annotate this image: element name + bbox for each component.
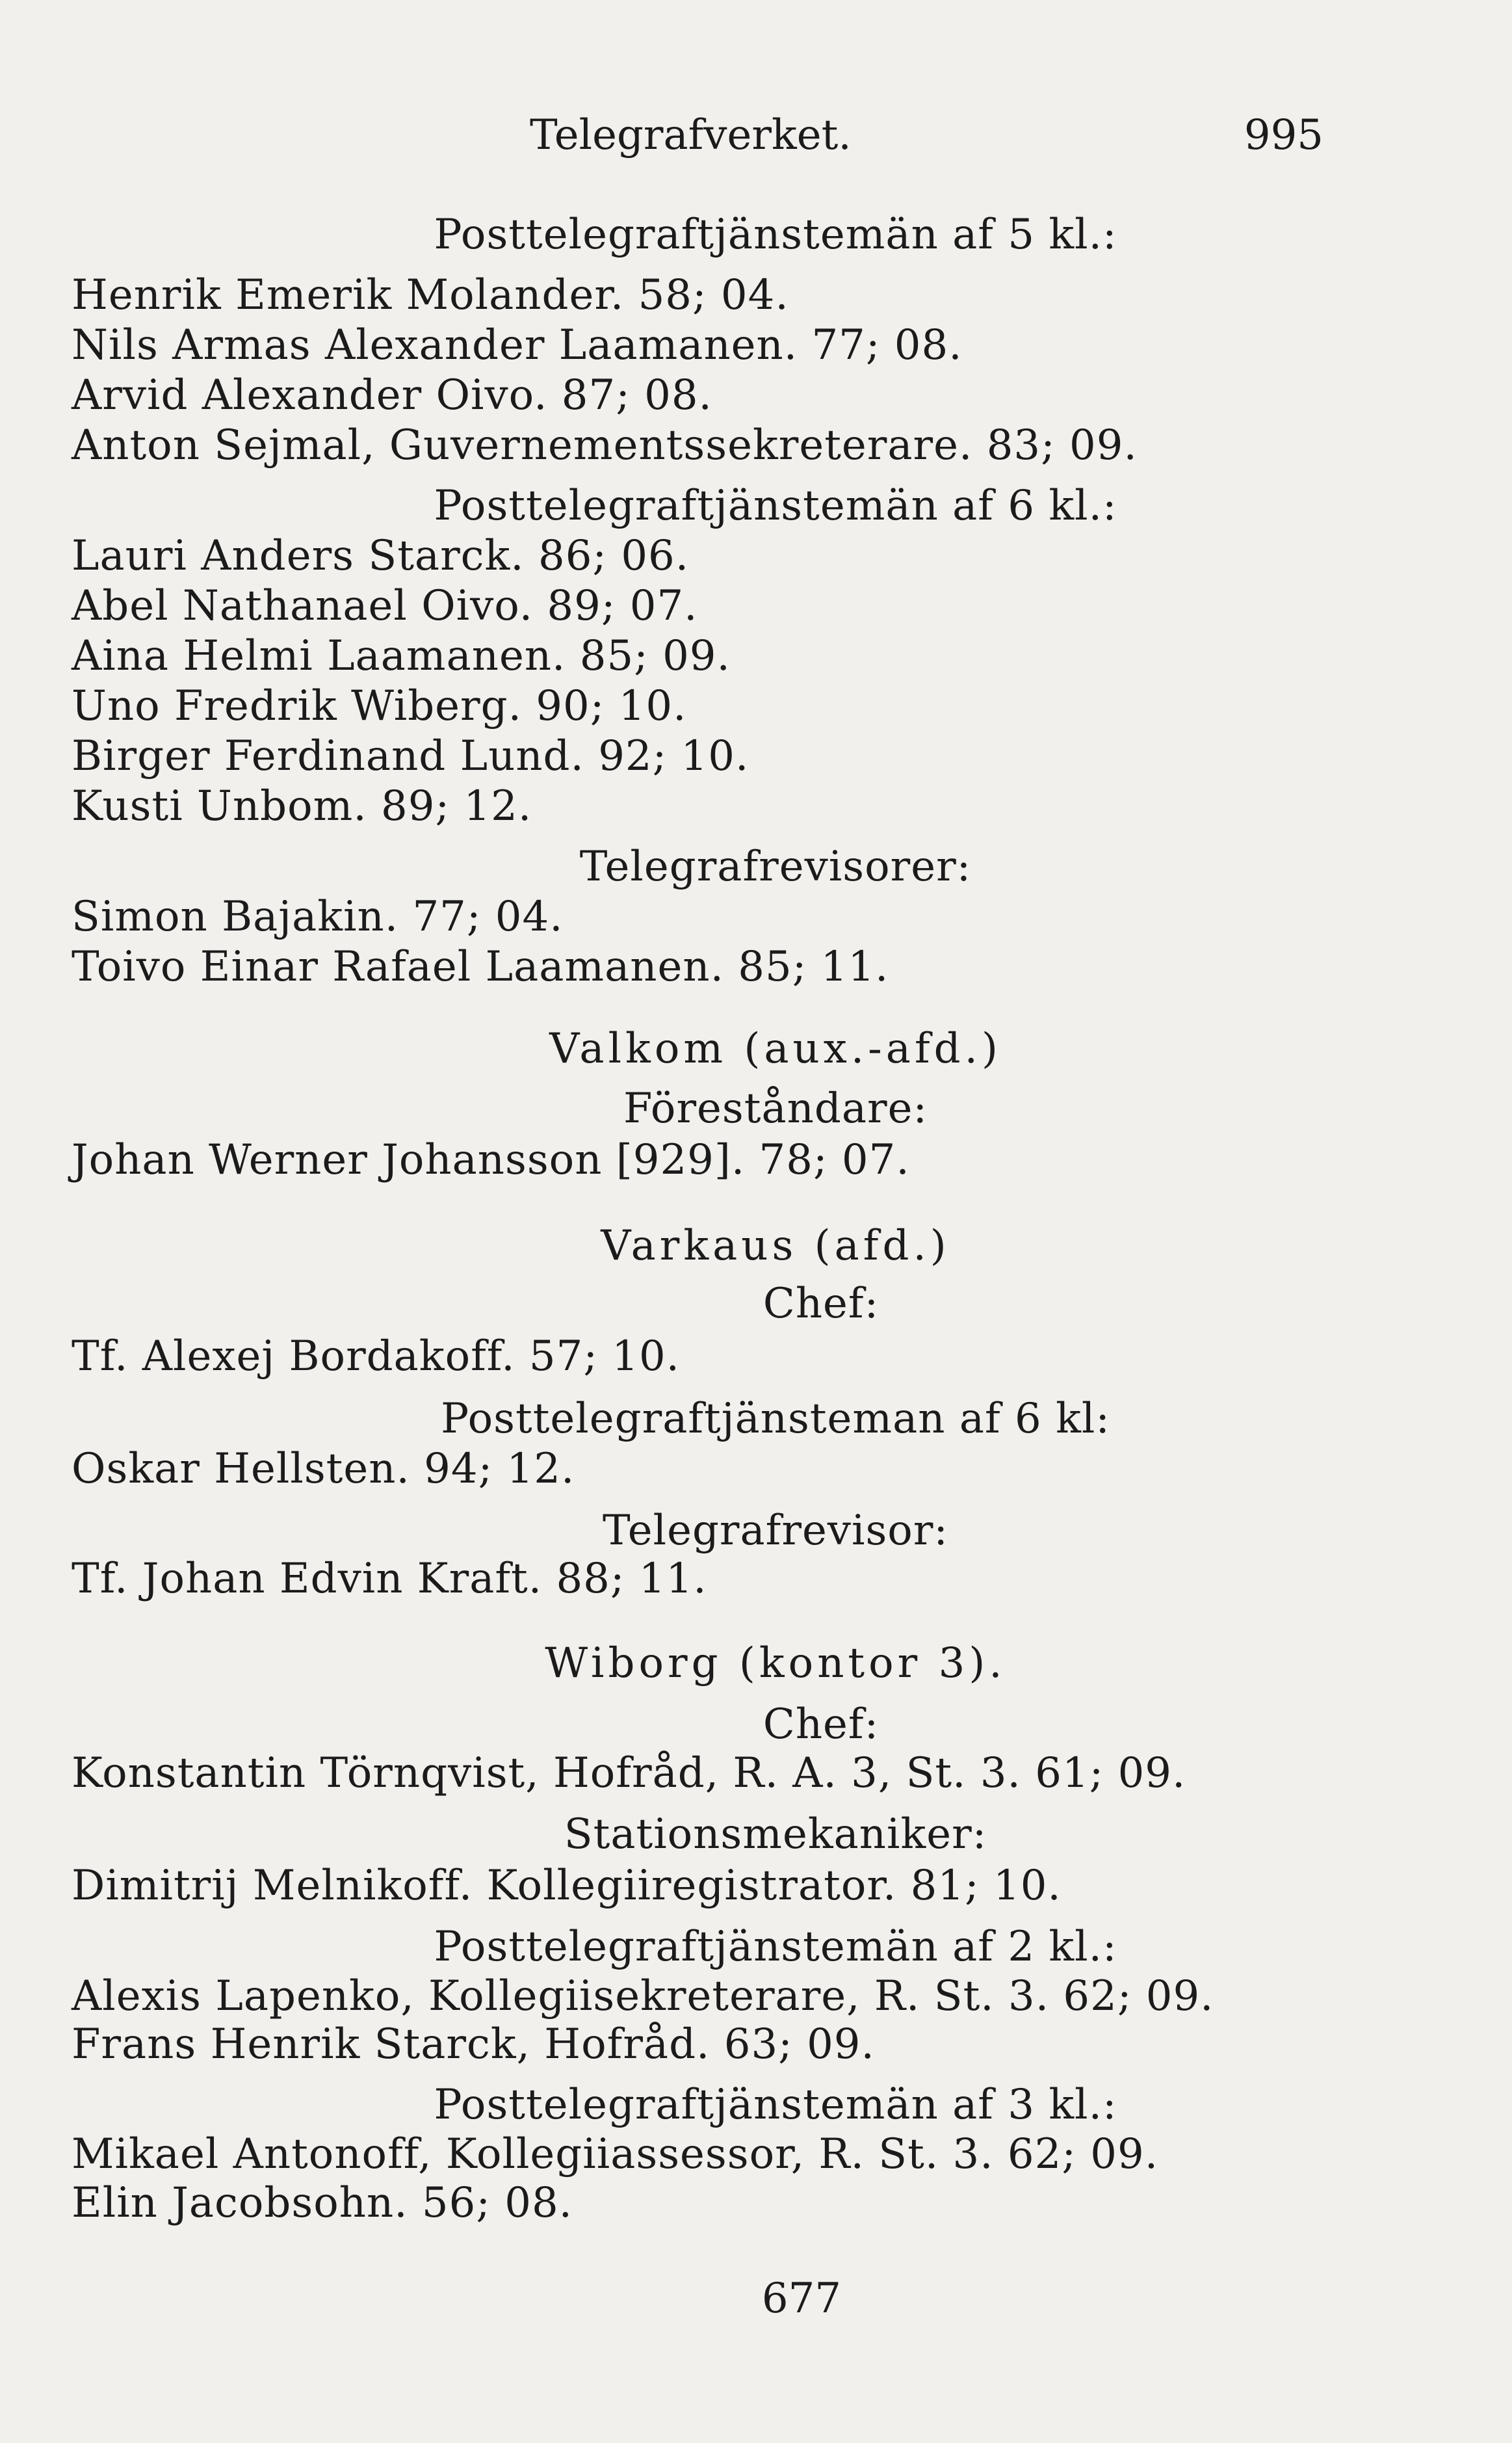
entry-line: Tf. Alexej Bordakoff. 57; 10.	[72, 1332, 680, 1380]
entry-line: Abel Nathanael Oivo. 89; 07.	[72, 582, 698, 630]
entry-line: Birger Ferdinand Lund. 92; 10.	[72, 732, 749, 780]
section-heading: Chef:	[763, 1280, 880, 1328]
entry-line: Toivo Einar Rafael Laamanen. 85; 11.	[72, 943, 889, 991]
section-heading: Posttelegraftjänstemän af 6 kl.:	[434, 482, 1117, 530]
entry-line: Johan Werner Johansson [929]. 78; 07.	[72, 1136, 910, 1184]
entry-line: Dimitrij Melnikoff. Kollegiiregistrator. 81; 10.	[72, 1862, 1062, 1910]
entry-line: Simon Bajakin. 77; 04.	[72, 893, 564, 941]
running-title: Telegrafverket.	[530, 111, 852, 159]
entry-line: Anton Sejmal, Guvernementssekreterare. 83; 09.	[72, 421, 1138, 469]
section-heading: Telegrafrevisor:	[603, 1507, 948, 1555]
office-heading: Valkom (aux.-afd.)	[549, 1025, 1002, 1073]
signature-mark: 677	[761, 2275, 842, 2323]
entry-line: Alexis Lapenko, Kollegiisekreterare, R. St. 3. 62; 09.	[72, 1972, 1214, 2020]
section-heading: Posttelegraftjänstemän af 3 kl.:	[434, 2081, 1117, 2129]
entry-line: Mikael Antonoff, Kollegiiassessor, R. St. 3. 62; 09.	[72, 2130, 1159, 2178]
office-heading: Varkaus (afd.)	[601, 1222, 950, 1270]
entry-line: Oskar Hellsten. 94; 12.	[72, 1445, 575, 1493]
entry-line: Lauri Anders Starck. 86; 06.	[72, 532, 690, 580]
entry-line: Nils Armas Alexander Laamanen. 77; 08.	[72, 321, 963, 369]
entry-line: Konstantin Törnqvist, Hofråd, R. A. 3, St. 3. 61; 09.	[72, 1749, 1186, 1797]
section-heading: Chef:	[763, 1700, 880, 1749]
section-heading: Föreståndare:	[623, 1085, 928, 1133]
entry-line: Kusti Unbom. 89; 12.	[72, 782, 532, 830]
section-heading: Telegrafrevisorer:	[579, 843, 972, 891]
section-heading: Posttelegraftjänstemän af 2 kl.:	[434, 1923, 1117, 1971]
section-heading: Posttelegraftjänsteman af 6 kl:	[441, 1395, 1110, 1443]
entry-line: Henrik Emerik Molander. 58; 04.	[72, 271, 789, 319]
entry-line: Tf. Johan Edvin Kraft. 88; 11.	[72, 1555, 707, 1603]
entry-line: Arvid Alexander Oivo. 87; 08.	[72, 371, 712, 419]
section-heading: Stationsmekaniker:	[564, 1810, 987, 1858]
office-heading: Wiborg (kontor 3).	[545, 1639, 1006, 1687]
entry-line: Frans Henrik Starck, Hofråd. 63; 09.	[72, 2020, 875, 2068]
entry-line: Elin Jacobsohn. 56; 08.	[72, 2179, 573, 2227]
running-head	[0, 109, 1512, 161]
entry-line: Aina Helmi Laamanen. 85; 09.	[72, 632, 731, 680]
page-number: 995	[1244, 111, 1323, 159]
section-heading: Posttelegraftjänstemän af 5 kl.:	[434, 211, 1117, 259]
entry-line: Uno Fredrik Wiberg. 90; 10.	[72, 682, 687, 730]
